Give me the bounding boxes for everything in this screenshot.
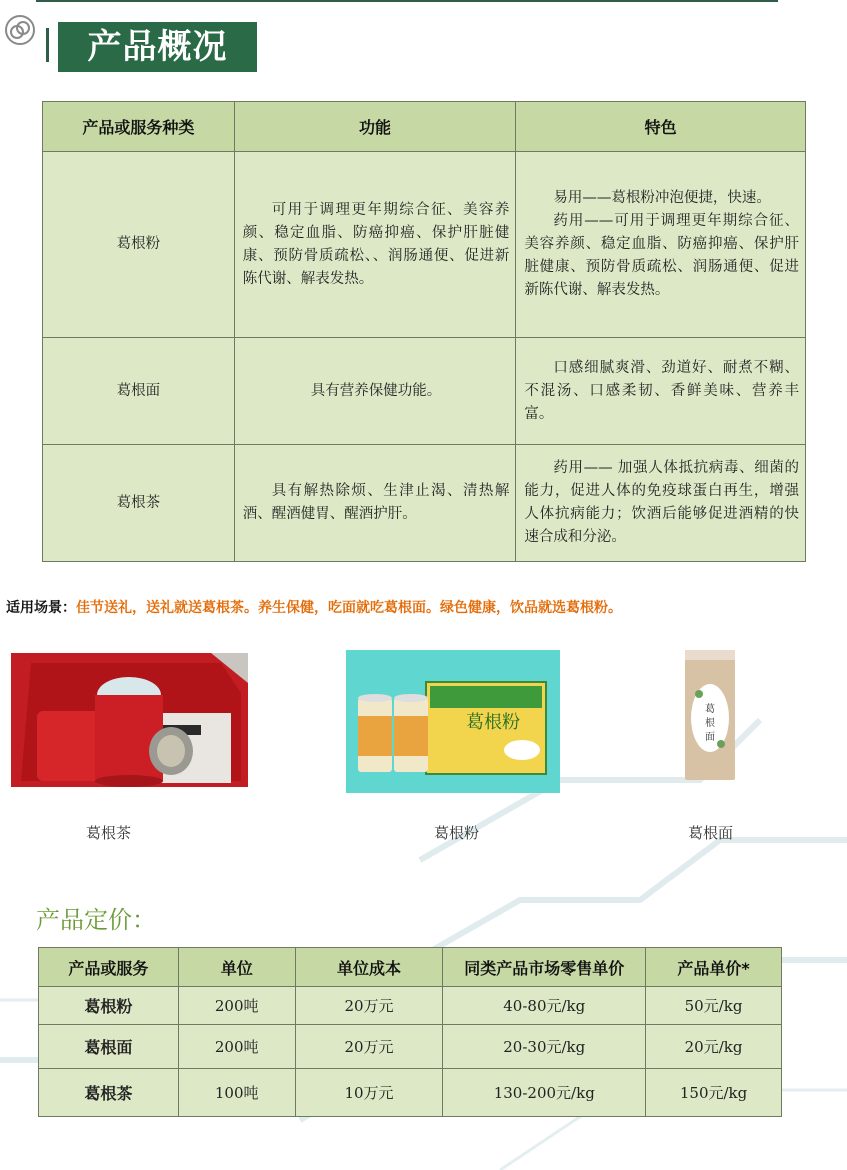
table-header-row: [39, 948, 782, 987]
market-price-cell: 130-200元/kg: [443, 1069, 646, 1117]
unit-cell: 100吨: [178, 1069, 295, 1117]
noodle-caption: 葛根面: [688, 824, 734, 842]
pricing-title: 产品定价：: [36, 906, 156, 934]
product-name: 葛根茶: [43, 445, 235, 562]
table-header-row: [43, 102, 806, 152]
table-row: [43, 445, 806, 562]
pricing-table: [38, 947, 782, 1117]
table-row: [39, 1069, 782, 1117]
header-accent-bar: [46, 28, 49, 62]
tea-gift-box-image: [11, 653, 248, 787]
header-unit-cost: 单位成本: [295, 948, 443, 987]
unit-cell: 200吨: [178, 1025, 295, 1069]
product-name: 葛根面: [43, 338, 235, 445]
unit-cost-cell: 20万元: [295, 1025, 443, 1069]
product-price-cell: 150元/kg: [646, 1069, 782, 1117]
powder-box-image: [346, 650, 560, 793]
svg-text:根: 根: [705, 718, 715, 729]
top-rule: [36, 0, 778, 2]
header-unit: 单位: [178, 948, 295, 987]
feature-line: 药用——可用于调理更年期综合征、美容养颜、稳定血脂、防癌抑癌、保护肝脏健康、预防骨质疏松、润肠通便、促进新陈代谢、解表发热。: [524, 213, 799, 298]
product-function: 可用于调理更年期综合征、美容养颜、稳定血脂、防癌抑癌、保护肝脏健康、预防骨质疏松、、润肠通便、促进新陈代谢、解表发热。: [234, 152, 516, 338]
header-feature: 特色: [516, 102, 806, 152]
header-product-price: 产品单价*: [646, 948, 782, 987]
product-function: 具有营养保健功能。: [234, 338, 516, 445]
header-product: 产品或服务: [39, 948, 179, 987]
product-name: 葛根面: [39, 1025, 179, 1069]
product-feature: [516, 152, 806, 338]
scenario-text: 佳节送礼，送礼就送葛根茶。养生保健，吃面就吃葛根面。绿色健康，饮品就选葛根粉。: [76, 600, 622, 616]
svg-text:面: 面: [705, 732, 715, 743]
feature-line: 易用——葛根粉冲泡便捷，快速。: [553, 190, 771, 206]
header-market-price: 同类产品市场零售单价: [443, 948, 646, 987]
scenario-label: 适用场景：: [6, 600, 76, 616]
noodle-package-image: [685, 650, 735, 780]
product-feature: 口感细腻爽滑、劲道好、耐煮不糊、不混汤、口感柔韧、香鲜美味、营养丰富。: [516, 338, 806, 445]
rings-icon: [4, 14, 36, 46]
powder-caption: 葛根粉: [434, 824, 480, 842]
powder-box-text: 葛根粉: [466, 712, 520, 733]
table-row: [39, 987, 782, 1025]
product-function: 具有解热除烦、生津止渴、清热解酒、醒酒健胃、醒酒护肝。: [234, 445, 516, 562]
header-function: 功能: [234, 102, 516, 152]
product-name: 葛根粉: [39, 987, 179, 1025]
table-row: [43, 338, 806, 445]
noodle-pack-text: 葛: [705, 704, 715, 715]
product-name: 葛根茶: [39, 1069, 179, 1117]
unit-cost-cell: 20万元: [295, 987, 443, 1025]
tea-caption: 葛根茶: [86, 824, 132, 842]
product-price-cell: 50元/kg: [646, 987, 782, 1025]
market-price-cell: 20-30元/kg: [443, 1025, 646, 1069]
section-title: 产品概况: [58, 22, 257, 72]
product-price-cell: 20元/kg: [646, 1025, 782, 1069]
unit-cost-cell: 10万元: [295, 1069, 443, 1117]
header-category: 产品或服务种类: [43, 102, 235, 152]
product-overview-table: [42, 101, 806, 562]
table-row: [39, 1025, 782, 1069]
product-name: 葛根粉: [43, 152, 235, 338]
unit-cell: 200吨: [178, 987, 295, 1025]
market-price-cell: 40-80元/kg: [443, 987, 646, 1025]
usage-scenario: [6, 597, 622, 617]
product-feature: 药用—— 加强人体抵抗病毒、细菌的能力，促进人体的免疫球蛋白再生，增强人体抗病能力；饮酒后能够促进酒精的快速合成和分泌。: [516, 445, 806, 562]
table-row: [43, 152, 806, 338]
